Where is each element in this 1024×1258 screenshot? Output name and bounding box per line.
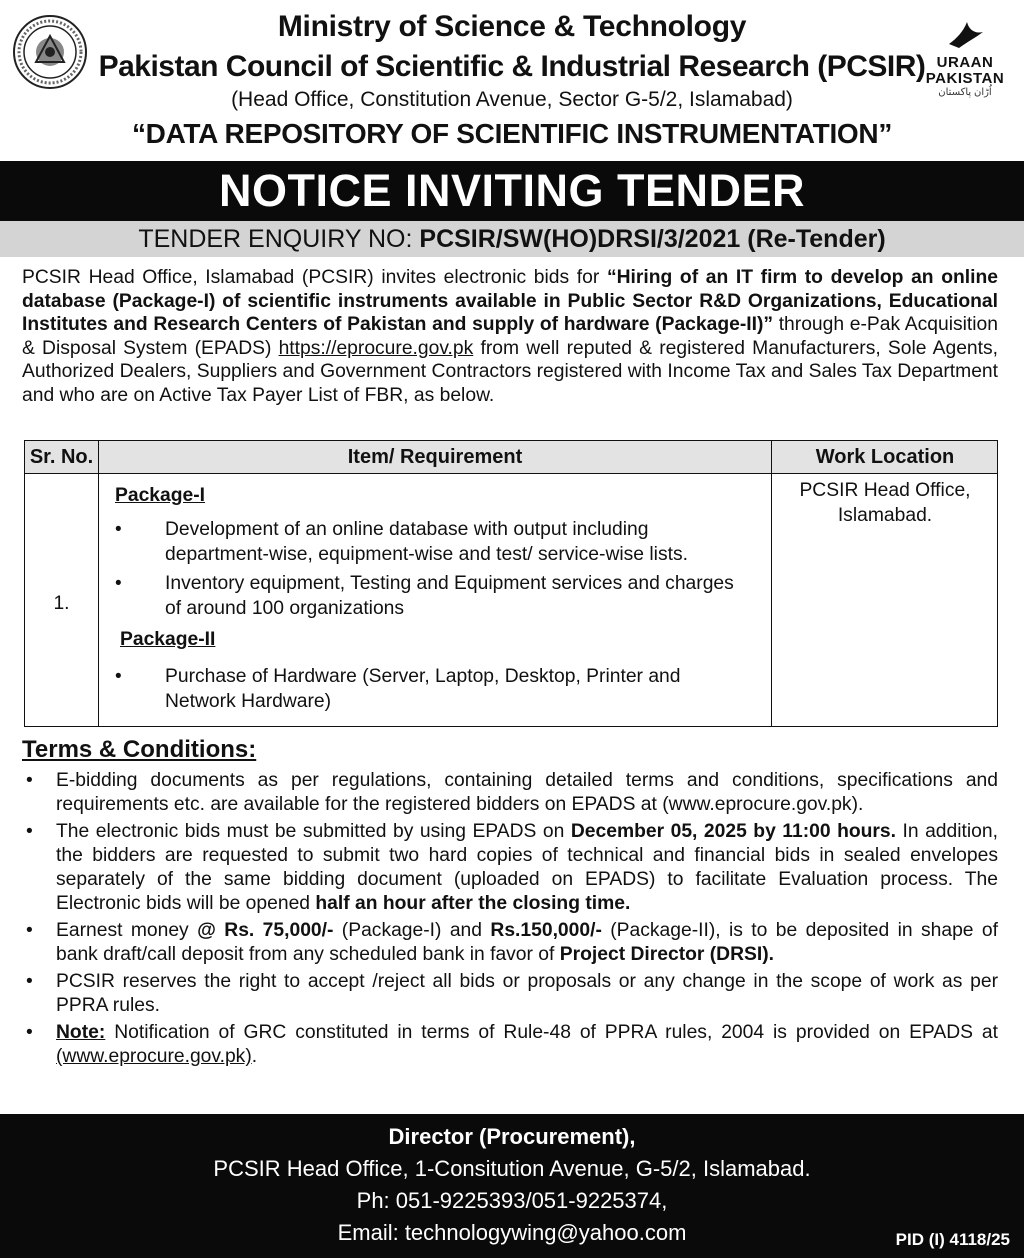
opening-time: half an hour after the closing time. bbox=[315, 893, 631, 914]
uraan-pakistan-logo bbox=[920, 18, 1010, 99]
list-item bbox=[26, 1021, 998, 1069]
footer-phone: Ph: 051-9225393/051-9225374, bbox=[356, 1188, 668, 1213]
requirements-table bbox=[24, 440, 998, 727]
list-item: • E-bidding documents as per regulations, containing detailed terms and conditions, specifications and requirements etc. are available for the registered bidders on EPADS at (www.eprocure.gov.pk). bbox=[26, 769, 998, 817]
uraan-line1: URAAN bbox=[936, 54, 994, 71]
council-title: Pakistan Council of Scientific & Industrial Research (PCSIR) bbox=[98, 50, 926, 83]
project-director: Project Director (DRSI). bbox=[559, 944, 775, 965]
term-text: (Package-II), is to be deposited in shape of bank draft/call deposit from any scheduled bank in favor of bbox=[56, 920, 998, 965]
tender-enquiry bbox=[0, 221, 1024, 257]
list-item: • Development of an online database with output including department-wise, equipment-wise and test/ service-wise lists. bbox=[115, 517, 755, 567]
list-item: • Purchase of Hardware (Server, Laptop, Desktop, Printer and Network Hardware) bbox=[115, 664, 755, 714]
header-sr-no: Sr. No. bbox=[29, 446, 94, 468]
footer-title: Director (Procurement), bbox=[388, 1124, 636, 1149]
ministry-title: Ministry of Science & Technology bbox=[277, 10, 747, 43]
head-office-address: (Head Office, Constitution Avenue, Sector G-5/2, Islamabad) bbox=[231, 88, 793, 111]
package-2-list bbox=[115, 664, 755, 714]
footer bbox=[0, 1114, 1024, 1258]
term-text: Earnest money bbox=[56, 920, 198, 941]
list-item: • Inventory equipment, Testing and Equipment services and charges of around 100 organizations bbox=[115, 571, 755, 621]
uraan-urdu: اُڑان پاکستان bbox=[938, 87, 992, 98]
note-label: Note: bbox=[56, 1022, 106, 1043]
terms-list bbox=[26, 769, 998, 1072]
intro-text-2: through e-Pak Acquisition & Disposal System (EPADS) bbox=[22, 314, 998, 359]
term-text: The electronic bids must be submitted by using EPADS on bbox=[56, 821, 571, 842]
term-text: Notification of GRC constituted in terms of Rule-48 of PPRA rules, 2004 is provided on EPADS at bbox=[105, 1022, 998, 1043]
list-item: • PCSIR reserves the right to accept /reject all bids or proposals or any change in the scope of work as per PPRA rules. bbox=[26, 970, 998, 1018]
package-1-list bbox=[115, 517, 755, 621]
pid-number: PID (I) 4118/25 bbox=[895, 1230, 1010, 1249]
header-location: Work Location bbox=[815, 446, 955, 468]
intro-scope: “Hiring of an IT firm to develop an online database (Package-I) of scientific instruments available in Public Sector R&D Organizations, Educational Institutes and Research Centers of Pakistan and supply of hardware (Package-II)” bbox=[22, 267, 998, 335]
uraan-line2: PAKISTAN bbox=[925, 70, 1005, 87]
package-1-title: Package-I bbox=[115, 485, 206, 506]
earnest-money-pkg1: @ Rs. 75,000/- bbox=[197, 920, 334, 941]
terms-title: Terms & Conditions: bbox=[22, 736, 257, 763]
footer-email[interactable]: Email: technologywing@yahoo.com bbox=[337, 1220, 687, 1245]
intro-paragraph bbox=[22, 266, 998, 407]
location-cell: PCSIR Head Office, Islamabad. bbox=[799, 480, 971, 526]
package-2-title: Package-II bbox=[120, 629, 216, 650]
project-title: “DATA REPOSITORY OF SCIENTIFIC INSTRUMENTATION” bbox=[131, 118, 893, 149]
list-item bbox=[26, 820, 998, 916]
sr-no-cell: 1. bbox=[53, 593, 70, 614]
enquiry-number: PCSIR/SW(HO)DRSI/3/2021 (Re-Tender) bbox=[419, 225, 886, 253]
intro-text-1: PCSIR Head Office, Islamabad (PCSIR) invites electronic bids for bbox=[22, 267, 607, 288]
bird-icon bbox=[945, 18, 985, 50]
term-text: (Package-I) and bbox=[333, 920, 491, 941]
list-item bbox=[26, 919, 998, 967]
intro-text-3: from well reputed & registered Manufacturers, Sole Agents, Authorized Dealers, Suppliers and Government Contractors registered with Income Tax and Sales Tax Department and who are on Active Tax Payer List of FBR, as below. bbox=[22, 337, 998, 406]
header bbox=[0, 0, 1024, 160]
earnest-money-pkg2: Rs.150,000/- bbox=[490, 920, 602, 941]
epads-link[interactable]: https://eprocure.gov.pk bbox=[278, 337, 474, 359]
eprocure-link[interactable]: (www.eprocure.gov.pk) bbox=[56, 1046, 252, 1067]
header-item: Item/ Requirement bbox=[347, 446, 523, 468]
footer-address: PCSIR Head Office, 1-Consitution Avenue, G-5/2, Islamabad. bbox=[213, 1156, 811, 1181]
notice-banner: NOTICE INVITING TENDER bbox=[0, 161, 1024, 221]
term-text: . bbox=[251, 1046, 258, 1067]
term-text: In addition, the bidders are requested to submit two hard copies of technical and financial bids in sealed envelopes separately of the same bidding document (uploaded on EPADS) to facilitate Evaluation process. The Electronic bids will be opened bbox=[56, 821, 998, 914]
closing-datetime: December 05, 2025 by 11:00 hours. bbox=[570, 821, 896, 842]
enquiry-label: TENDER ENQUIRY NO: bbox=[138, 225, 420, 253]
item-cell bbox=[115, 483, 755, 714]
